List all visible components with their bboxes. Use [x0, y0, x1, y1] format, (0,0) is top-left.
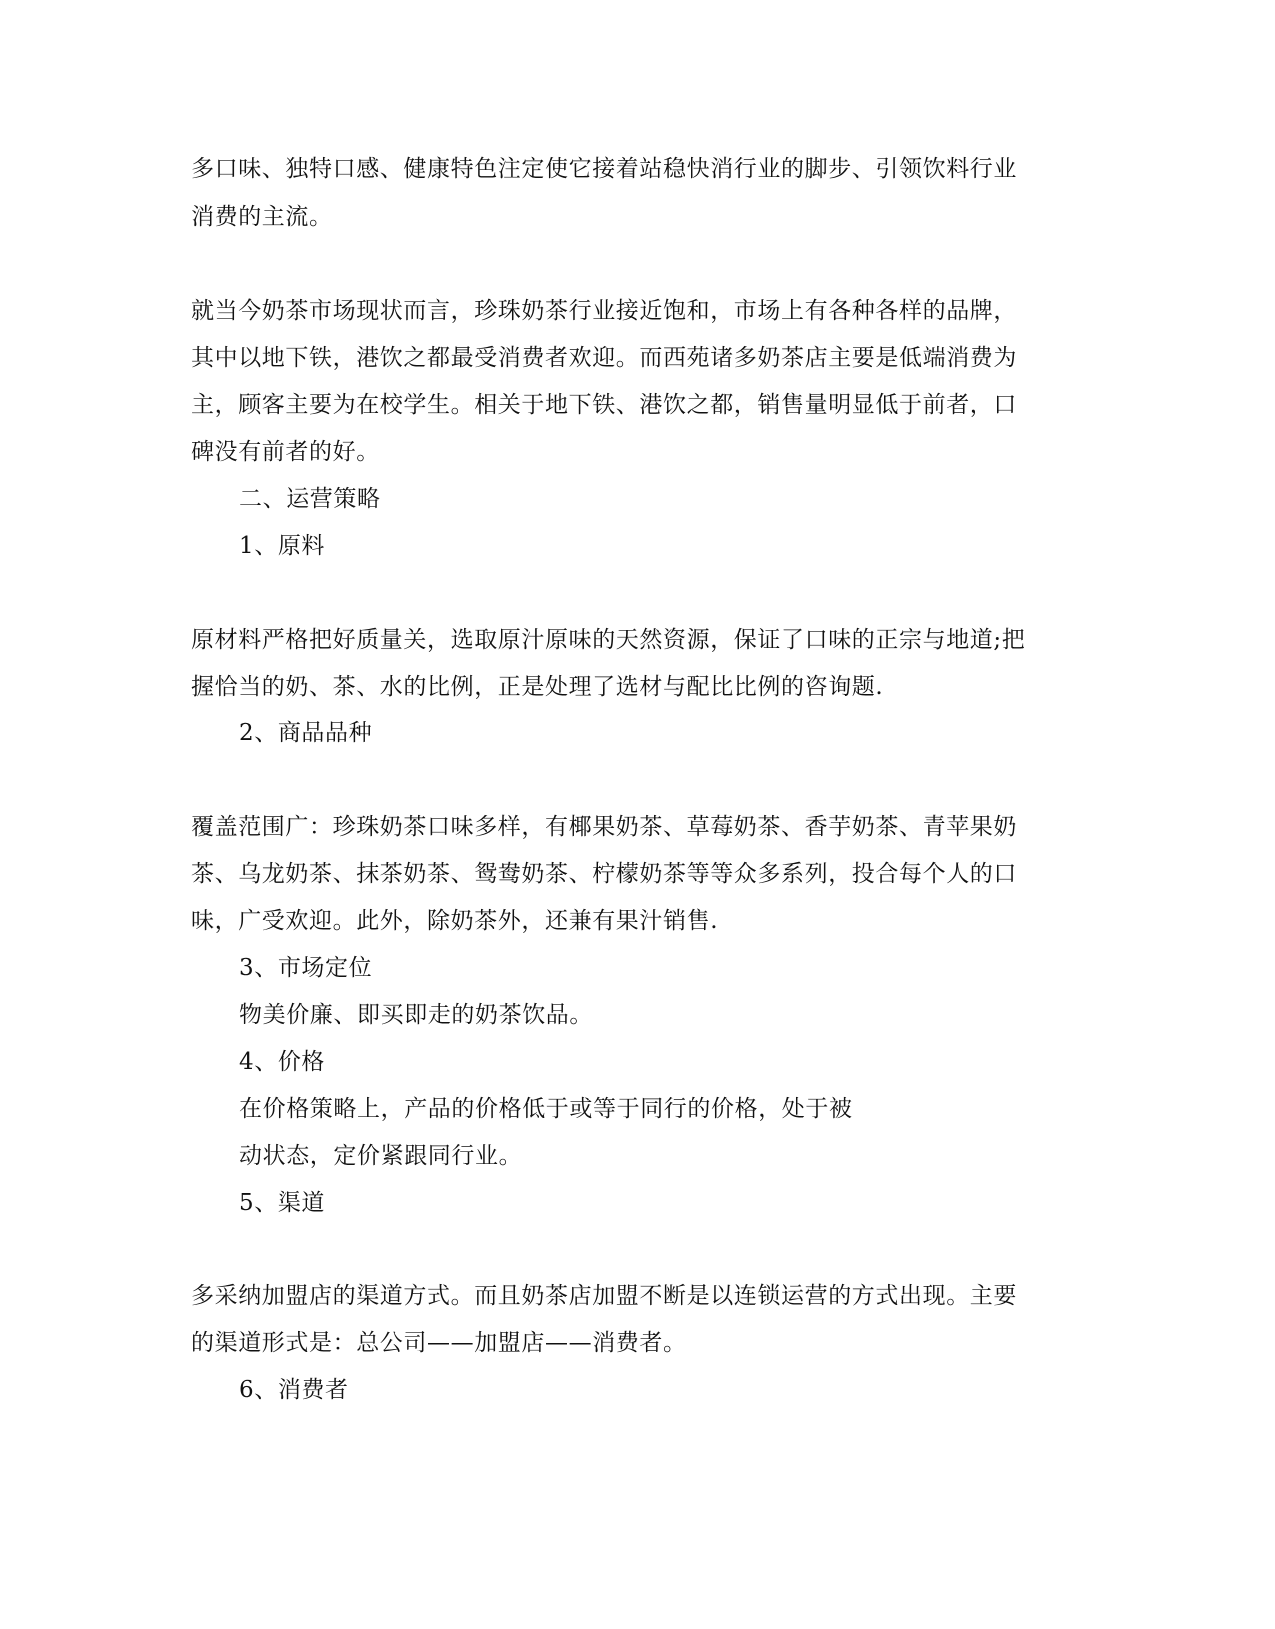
subsection-heading: 1、原料 [239, 533, 326, 559]
paragraph-line: 茶、乌龙奶茶、抹茶奶茶、鸳鸯奶茶、柠檬奶茶等等众多系列，投合每个人的口 [191, 861, 1017, 887]
paragraph-line: 动状态，定价紧跟同行业。 [239, 1143, 523, 1169]
paragraph-line: 握恰当的奶、茶、水的比例，正是处理了选材与配比比例的咨询题. [191, 674, 884, 700]
section-heading: 二、运营策略 [239, 486, 381, 512]
subsection-heading: 5、渠道 [239, 1190, 326, 1216]
paragraph-line: 的渠道形式是：总公司——加盟店——消费者。 [191, 1330, 687, 1356]
paragraph-line: 覆盖范围广：珍珠奶茶口味多样，有椰果奶茶、草莓奶茶、香芋奶茶、青苹果奶 [191, 814, 1017, 840]
paragraph-line: 其中以地下铁，港饮之都最受消费者欢迎。而西苑诸多奶茶店主要是低端消费为 [191, 345, 1017, 371]
subsection-heading: 2、商品品种 [239, 720, 373, 746]
paragraph-line: 碑没有前者的好。 [191, 439, 380, 465]
subsection-heading: 4、价格 [239, 1049, 326, 1075]
paragraph-line: 多口味、独特口感、健康特色注定使它接着站稳快消行业的脚步、引领饮料行业 [191, 156, 1017, 182]
paragraph-line: 原材料严格把好质量关，选取原汁原味的天然资源，保证了口味的正宗与地道;把 [191, 627, 1026, 653]
paragraph-line: 主，顾客主要为在校学生。相关于地下铁、港饮之都，销售量明显低于前者，口 [191, 392, 1017, 418]
paragraph-line: 味，广受欢迎。此外，除奶茶外，还兼有果汁销售. [191, 908, 719, 934]
subsection-heading: 3、市场定位 [239, 955, 373, 981]
subsection-heading: 6、消费者 [239, 1377, 349, 1403]
paragraph-line: 就当今奶茶市场现状而言，珍珠奶茶行业接近饱和，市场上有各种各样的品牌， [191, 298, 1017, 324]
paragraph-line: 物美价廉、即买即走的奶茶饮品。 [239, 1002, 593, 1028]
paragraph-line: 在价格策略上，产品的价格低于或等于同行的价格，处于被 [239, 1096, 853, 1122]
paragraph-line: 多采纳加盟店的渠道方式。而且奶茶店加盟不断是以连锁运营的方式出现。主要 [191, 1283, 1017, 1309]
paragraph-line: 消费的主流。 [191, 204, 333, 230]
